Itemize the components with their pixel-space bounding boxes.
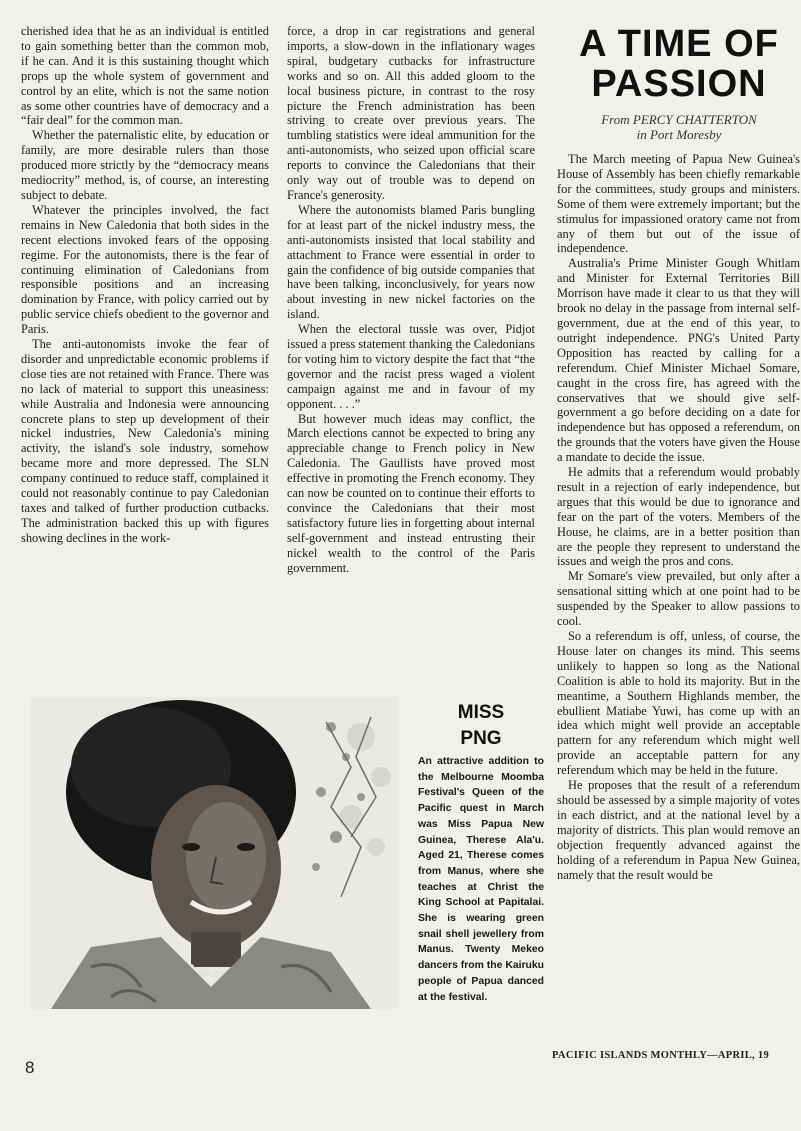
sidebar-title-line2: PNG xyxy=(460,728,502,749)
paragraph: cherished idea that he as an individual is entitled to gain something better than the common mob, if he can. And it is this sustaining thought which props up the whole system of government and control by an elite, which is not the same notion as some other countries have of democracy and a “fair deal” for the common man. xyxy=(21,24,269,128)
headline-text: A TIME OF PASSION xyxy=(579,23,779,105)
byline-location: in Port Moresby xyxy=(636,127,722,142)
paragraph: So a referendum is off, unless, of course, the House later on changes its mind. This seems unlikely to happen so long as the National Coalition is able to hold its majority. But in the meantime, a Southern Highlands member, the ebullient Matiabe Yuwi, has come up with an idea which might well provide an acceptable pattern for any referendum which might well provide an acceptable pattern for any referendum which may be held in the future. xyxy=(557,629,800,778)
sidebar-title-line1: MISS xyxy=(457,702,505,723)
article-column-3 xyxy=(557,152,800,882)
paragraph: When the electoral tussle was over, Pidjot issued a press statement thanking the Caledonians for voting him to victory despite the fact that “the governor and the racist press waged a violent campaign against me and in favour of my opponent. . . .” xyxy=(287,322,535,411)
paragraph: But however much ideas may conflict, the March elections cannot be expected to bring any appreciable change to French policy in New Caledonia. The Gaullists have proved most effective in promoting the French economy. They can now be counted on to continue their efforts to convince the Caledonians that their most satisfactory future lies in forgetting about internal self-government and instead entrusting their nickel wealth to the control of the Paris government. xyxy=(287,411,535,575)
article-byline xyxy=(560,112,798,142)
paragraph: Whether the paternalistic elite, by education or family, are more desirable rulers than those produced more strictly by the “democracy means mediocrity” method, is, of course, an interesting subject to debate. xyxy=(21,128,269,202)
paragraph: force, a drop in car registrations and general imports, a slow-down in the inflationary wages spiral, budgetary cutbacks for infrastructure works and so on. All this added gloom to the local business picture, in contrast to the rosy picture the French administration has been striving to create over previous years. The tumbling statistics were ideal ammunition for the anti-autonomists, who seized upon official scare reports to convince the Caledonians that their only way out of trouble was to depend on France's generosity. xyxy=(287,24,535,202)
paragraph: Whatever the principles involved, the fact remains in New Caledonia that both sides in the recent elections invoked fears of the opposing regime. For the autonomists, there is the fear of continuing elimination of Caledonians from responsible positions and an increasing domination by France, with policy carried out by public service chiefs obedient to the governor and Paris. xyxy=(21,202,269,337)
paragraph: Mr Somare's view prevailed, but only after a sensational sitting which at one point had to be suspended by the Speaker to allow passions to cool. xyxy=(557,569,800,629)
paragraph: He admits that a referendum would probably result in a rejection of early independence, but argues that this would be due to ignorance and fear on the part of the voters. Members of the House, he claims, are in a better position than are the people they represent to understand the issues and weigh the pros and cons. xyxy=(557,465,800,569)
paragraph: Where the autonomists blamed Paris bungling for at least part of the nickel industry mess, the anti-autonomists insisted that local stability and attachment to France were essential in order to gain the confidence of big outside companies that have been talking, inconclusively, for years now about investing in new nickel factories on the island. xyxy=(287,202,535,322)
article-column-2 xyxy=(287,24,535,576)
photo-caption: An attractive addition to the Melbourne Moomba Festival's Queen of the Pacific quest in March was Miss Papua New Guinea, Therese Ala'u. Aged 21, Therese comes from Manus, where she teaches at Christ the King School at Papitalai. She is wearing green snail shell jewellery from Manus. Twenty Mekeo dancers from the Kairuku people of Papua danced at the festival. xyxy=(418,756,544,1003)
paragraph: The anti-autonomists invoke the fear of disorder and unpredictable economic problems if close ties are not retained with France. There was no lack of material to support this uneasiness: while Australia and Indonesia were announcing concrete plans to step up development of their nickel industries, New Caledonia's mining activity, the island's sole industry, somehow became more and more depressed. The SLN company continued to reduce staff, complained it could not reasonably continue to pay Caledonian taxes and talked of further production cutbacks. The administration backed this up with figures showing declines in the work- xyxy=(21,337,269,545)
sidebar-title xyxy=(418,700,544,752)
paragraph: The March meeting of Papua New Guinea's House of Assembly has been chiefly remarkable for the committees, study groups and ministers. Some of them were extremely important; but the stimulus for impassioned oratory came not from any of them but out of the issue of independence. xyxy=(557,152,800,256)
article-column-1 xyxy=(21,24,269,546)
running-footer: PACIFIC ISLANDS MONTHLY—APRIL, 19 xyxy=(552,1050,770,1061)
paragraph: He proposes that the result of a referendum should be assessed by a simple majority of votes in each district, and at the national level by a majority of districts. This plan would remove an objection frequently advanced against the holding of a referendum in Papua New Guinea, namely that the result would be xyxy=(557,778,800,882)
article-headline xyxy=(560,24,798,104)
portrait-photo xyxy=(31,697,398,1009)
byline-author: From PERCY CHATTERTON xyxy=(601,112,757,127)
portrait-illustration xyxy=(31,697,398,1009)
paragraph: Australia's Prime Minister Gough Whitlam and Minister for External Territories Bill Morrison have made it clear to us that they will brook no delay in the passage from internal self-government, due at the end of this year, to outright independence. PNG's United Party Opposition has reacted by calling for a referendum. Chief Minister Michael Somare, caught in the cross fire, has agreed with the conservatives that we should give self-government a go before deciding on a date for independence but has opposed a referendum, on the grounds that the voters have given the House a mandate to decide the issue. xyxy=(557,256,800,465)
page-number: 8 xyxy=(25,1058,35,1077)
